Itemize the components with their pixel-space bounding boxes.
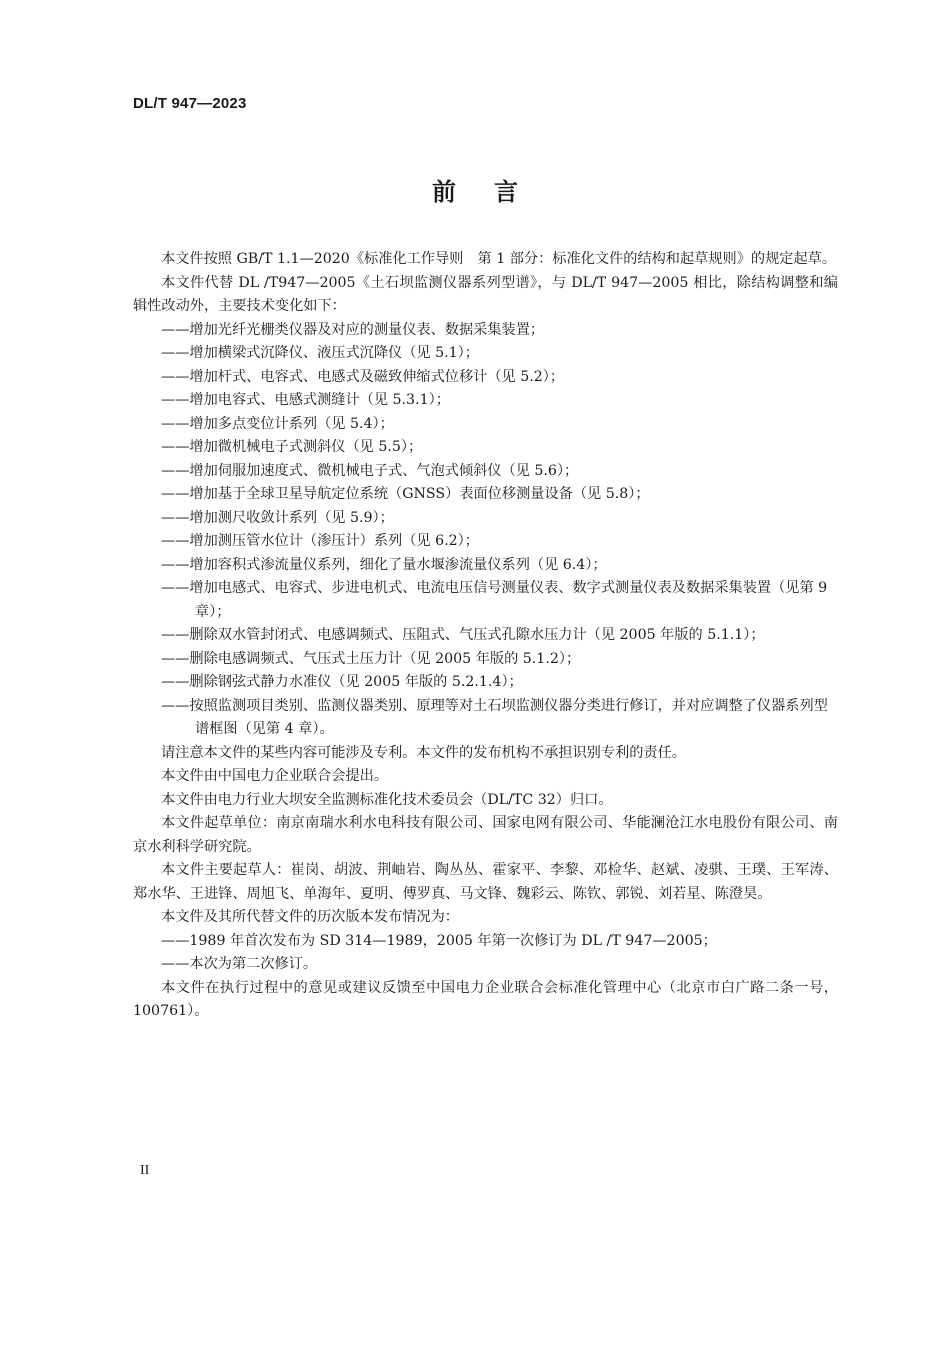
- paragraph: 本文件起草单位：南京南瑞水利水电科技有限公司、国家电网有限公司、华能澜沧江水电股份有限公司、南京水利科学研究院。: [133, 815, 838, 855]
- paragraph: 本文件代替 DL /T947—2005《土石坝监测仪器系列型谱》，与 DL/T 947—2005 相比，除结构调整和编辑性改动外，主要技术变化如下：: [133, 274, 838, 314]
- list-item: ——本次为第二次修订。: [161, 956, 318, 972]
- paragraph: 请注意本文件的某些内容可能涉及专利。本文件的发布机构不承担识别专利的责任。: [161, 744, 686, 761]
- list-item: ——增加测压管水位计（渗压计）系列（见 6.2）；: [161, 533, 479, 549]
- list-item: ——增加微机械电子式测斜仪（见 5.5）；: [161, 439, 423, 455]
- list-item: ——删除双水管封闭式、电感调频式、压阻式、气压式孔隙水压力计（见 2005 年版的 5.1.1）；: [161, 627, 765, 643]
- list-item: ——增加伺服加速度式、微机械电子式、气泡式倾斜仪（见 5.6）；: [161, 462, 579, 479]
- list-item: ——增加横梁式沉降仪、液压式沉降仪（见 5.1）；: [161, 345, 479, 361]
- list-item: ——增加电容式、电感式测缝计（见 5.3.1）；: [161, 392, 450, 408]
- foreword-body: [133, 248, 838, 1024]
- paragraph: 本文件在执行过程中的意见或建议反馈至中国电力企业联合会标准化管理中心（北京市白广路二条一号，100761）。: [133, 979, 838, 1019]
- list-item: ——增加测尺收敛计系列（见 5.9）；: [161, 509, 394, 526]
- paragraph: 本文件由电力行业大坝安全监测标准化技术委员会（DL/TC 32）归口。: [161, 791, 613, 808]
- paragraph: 本文件主要起草人：崔岗、胡波、荆岫岩、陶丛丛、霍家平、李黎、邓检华、赵斌、凌骐、王璞、王军涛、郑水华、王进锋、周旭飞、单海年、夏明、傅罗真、马文锋、魏彩云、陈钦、郭锐、刘若星、陈澄昊。: [133, 862, 838, 902]
- paragraph: 本文件按照 GB/T 1.1—2020《标准化工作导则 第 1 部分：标准化文件的结构和起草规则》的规定起草。: [161, 251, 837, 267]
- list-item: ——增加容积式渗流量仪系列，细化了量水堰渗流量仪系列（见 6.4）；: [161, 556, 607, 573]
- list-item: ——增加多点变位计系列（见 5.4）；: [161, 415, 394, 432]
- list-item: ——增加电感式、电容式、步进电机式、电流电压信号测量仪表、数字式测量仪表及数据采集装置（见第 9 章）；: [161, 580, 828, 620]
- page-title: 前言: [432, 178, 556, 206]
- page-number: II: [140, 1163, 150, 1178]
- list-item: ——增加基于全球卫星导航定位系统（GNSS）表面位移测量设备（见 5.8）；: [161, 486, 650, 502]
- list-item: ——增加杆式、电容式、电感式及磁致伸缩式位移计（见 5.2）；: [161, 368, 565, 385]
- list-item: ——删除钢弦式静力水准仪（见 2005 年版的 5.2.1.4）；: [161, 674, 523, 690]
- document-code: DL/T 947—2023: [133, 95, 247, 112]
- list-item: ——删除电感调频式、气压式土压力计（见 2005 年版的 5.1.2）；: [161, 650, 581, 667]
- list-item: ——增加光纤光栅类仪器及对应的测量仪表、数据采集装置；: [161, 321, 545, 338]
- list-item: ——按照监测项目类别、监测仪器类别、原理等对土石坝监测仪器分类进行修订，并对应调整了仪器系列型谱框图（见第 4 章）。: [161, 697, 828, 737]
- paragraph: 本文件及其所代替文件的历次版本发布情况为：: [161, 909, 459, 925]
- paragraph: 本文件由中国电力企业联合会提出。: [161, 768, 389, 784]
- list-item: ——1989 年首次发布为 SD 314—1989，2005 年第一次修订为 DL /T 947—2005；: [161, 932, 717, 949]
